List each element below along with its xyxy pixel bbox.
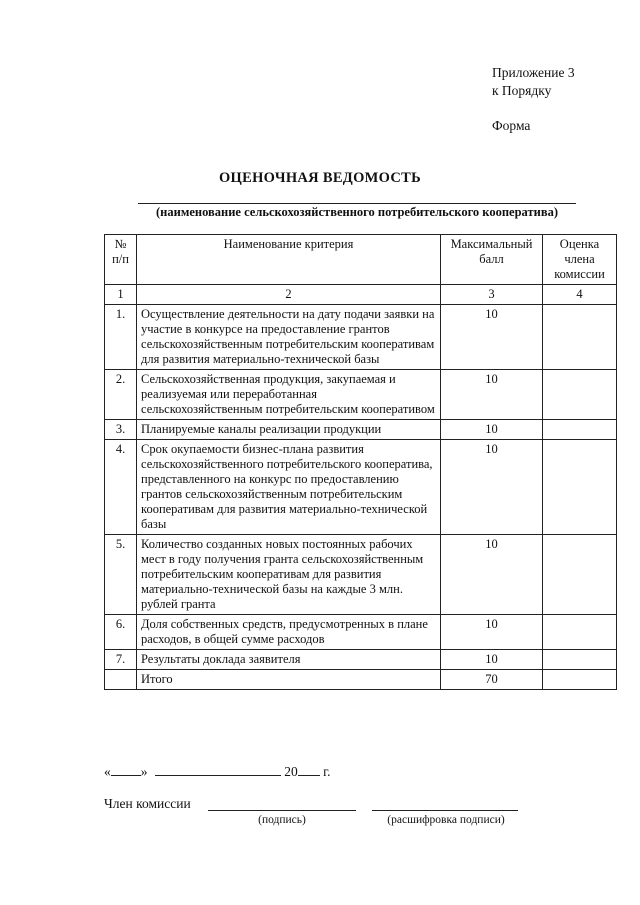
row-criterion: Доля собственных средств, предусмотренных в плане расходов, в общей сумме расходов: [137, 615, 441, 650]
member-label: Член комиссии: [104, 796, 191, 811]
row-criterion: Сельскохозяйственная продукция, закупаемая и реализуемая или переработанная сельскохозяйственным потребительским кооперативом: [137, 370, 441, 420]
row-number: 1.: [105, 305, 137, 370]
quote-open: «: [104, 764, 111, 779]
day-blank[interactable]: [111, 762, 141, 776]
row-member-score[interactable]: [543, 305, 617, 370]
row-member-score[interactable]: [543, 615, 617, 650]
table-row: [105, 440, 617, 535]
signature-caption: (подпись): [258, 814, 306, 826]
signature-line[interactable]: [208, 810, 356, 811]
decryption-line[interactable]: [372, 810, 518, 811]
header-number: № п/п: [105, 235, 137, 285]
total-member-score[interactable]: [543, 670, 617, 690]
evaluation-table: [104, 234, 617, 690]
row-criterion: Результаты доклада заявителя: [137, 650, 441, 670]
year-suffix: г.: [323, 764, 331, 779]
quote-close: »: [140, 764, 148, 779]
row-member-score[interactable]: [543, 440, 617, 535]
row-member-score[interactable]: [543, 535, 617, 615]
row-criterion: Срок окупаемости бизнес-плана развития сельскохозяйственного потребительского кооператива, представленного на конкурс по предоставлению грантов сельскохозяйственным потребительским кооперативам для развития материально-технической базы: [137, 440, 441, 535]
column-number: 2: [137, 285, 441, 305]
table-row: [105, 650, 617, 670]
row-max-score: 10: [441, 420, 543, 440]
decryption-caption: (расшифровка подписи): [387, 814, 505, 826]
table-header-row: [105, 235, 617, 285]
row-member-score[interactable]: [543, 420, 617, 440]
year-blank[interactable]: [298, 762, 320, 776]
year-prefix: 20: [284, 764, 298, 779]
document-title: ОЦЕНОЧНАЯ ВЕДОМОСТЬ: [218, 170, 422, 186]
coop-name-line: [138, 203, 576, 204]
row-number: 2.: [105, 370, 137, 420]
table-row: [105, 535, 617, 615]
header-member-score: Оценка члена комиссии: [543, 235, 617, 285]
table-row: [105, 615, 617, 650]
table-row: [105, 420, 617, 440]
table-row: [105, 370, 617, 420]
column-number: 4: [543, 285, 617, 305]
row-criterion: Количество созданных новых постоянных рабочих мест в году получения гранта сельскохозяйственным потребительским кооперативам для развития материально-технической базы на каждые 3 млн. рублей гранта: [137, 535, 441, 615]
row-max-score: 10: [441, 305, 543, 370]
appendix-line-1: Приложение 3: [492, 65, 575, 80]
row-max-score: 10: [441, 440, 543, 535]
row-criterion: Планируемые каналы реализации продукции: [137, 420, 441, 440]
appendix-block: [492, 64, 575, 100]
row-number: 5.: [105, 535, 137, 615]
form-label: Форма: [492, 118, 531, 133]
row-member-score[interactable]: [543, 370, 617, 420]
header-max-score: Максимальный балл: [441, 235, 543, 285]
appendix-line-2: к Порядку: [492, 83, 552, 98]
date-line: [104, 762, 331, 780]
row-number: 6.: [105, 615, 137, 650]
column-number-row: [105, 285, 617, 305]
row-number: 4.: [105, 440, 137, 535]
row-max-score: 10: [441, 615, 543, 650]
row-criterion: Осуществление деятельности на дату подачи заявки на участие в конкурсе на предоставление грантов сельскохозяйственным потребительским кооперативам для развития материально-технической базы: [137, 305, 441, 370]
total-label: Итого: [137, 670, 441, 690]
total-row: [105, 670, 617, 690]
row-number: 7.: [105, 650, 137, 670]
month-blank[interactable]: [155, 762, 281, 776]
table-row: [105, 305, 617, 370]
header-criterion: Наименование критерия: [137, 235, 441, 285]
row-max-score: 10: [441, 650, 543, 670]
total-max-score: 70: [441, 670, 543, 690]
coop-name-caption: (наименование сельскохозяйственного потребительского кооператива): [156, 205, 558, 219]
column-number: 3: [441, 285, 543, 305]
row-member-score[interactable]: [543, 650, 617, 670]
row-max-score: 10: [441, 535, 543, 615]
total-number: [105, 670, 137, 690]
row-max-score: 10: [441, 370, 543, 420]
column-number: 1: [105, 285, 137, 305]
row-number: 3.: [105, 420, 137, 440]
